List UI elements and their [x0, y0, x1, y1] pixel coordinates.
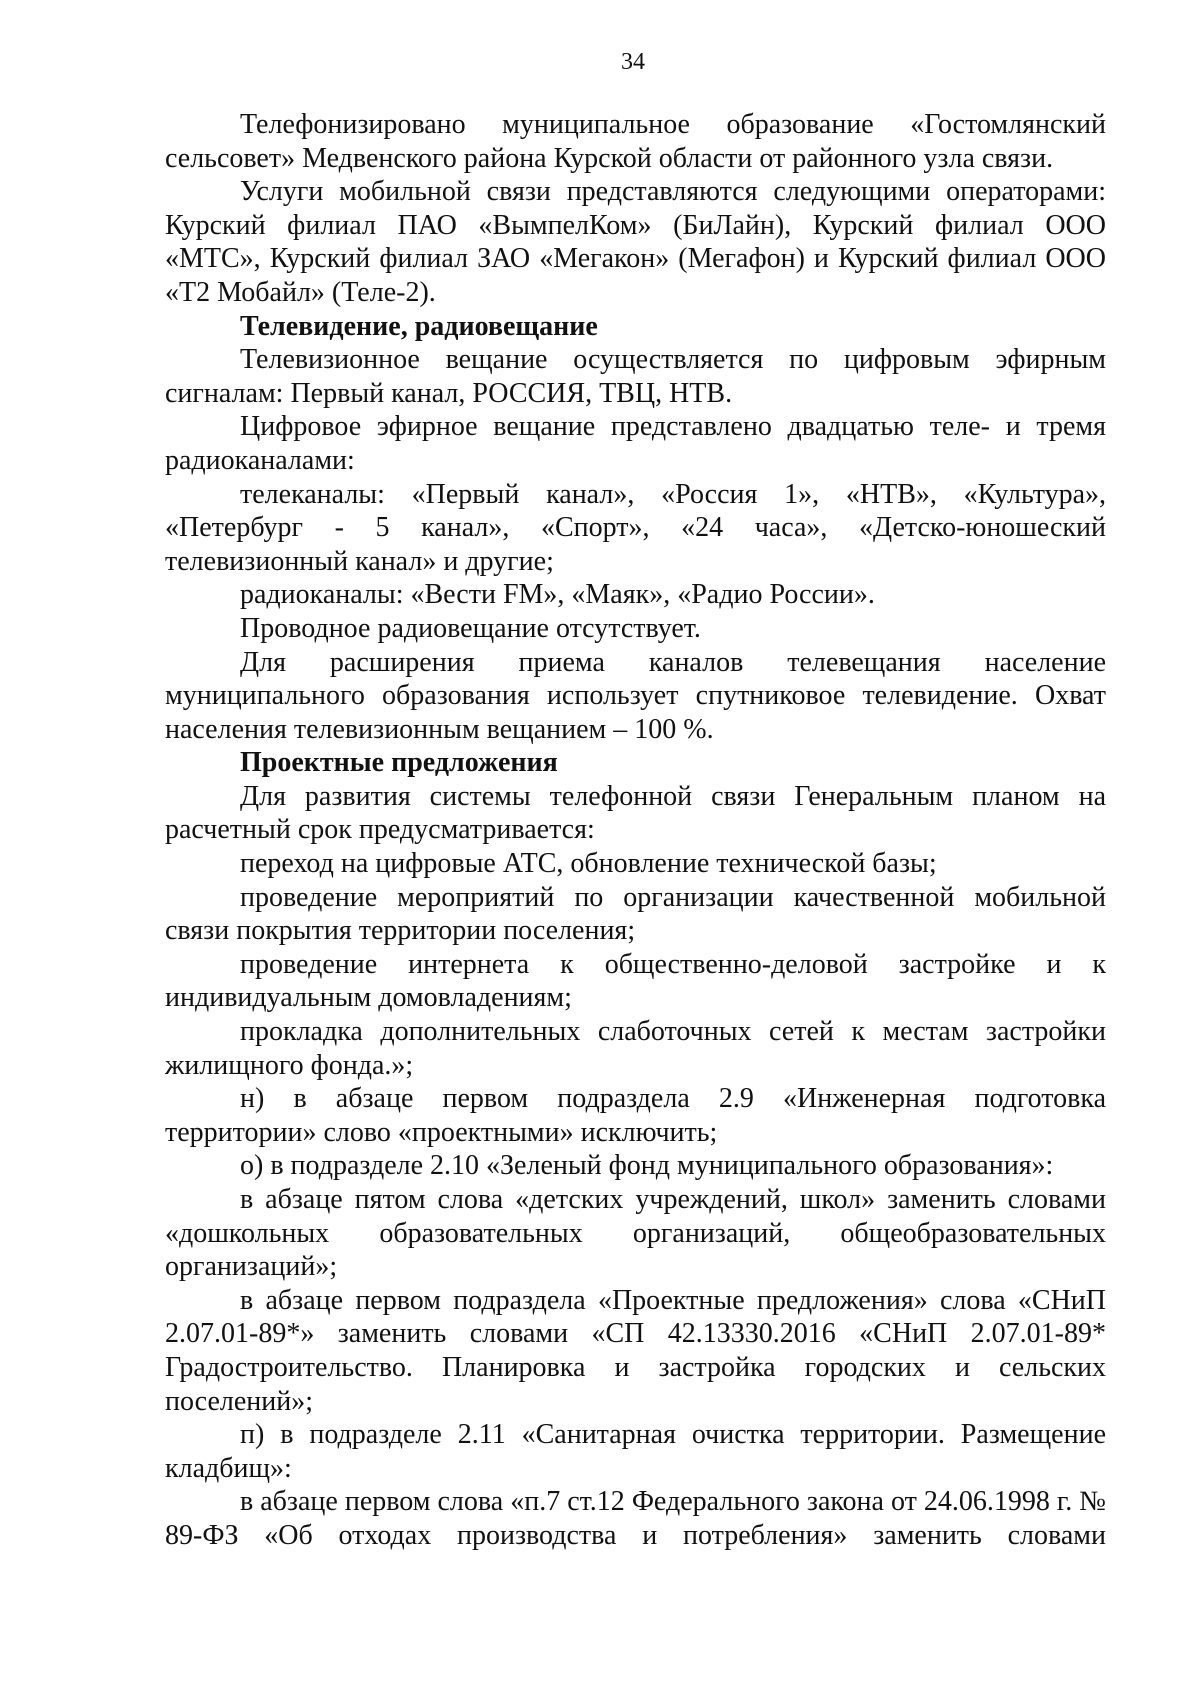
paragraph: Телефонизировано муниципальное образование «Гостомлянский сельсовет» Медвенского района Курской области от районного узла связи. [165, 109, 1106, 174]
amendment-item: п) в подразделе 2.11 «Санитарная очистка территории. Размещение кладбищ»: [165, 1419, 1106, 1484]
amendment-item: о) в подразделе 2.10 «Зеленый фонд муниципального образования»: [240, 1150, 1054, 1182]
amendment-item: в абзаце пятом слова «детских учреждений, школ» заменить словами «дошкольных образовательных организаций, общеобразовательных организаций»; [165, 1184, 1106, 1283]
list-item: проведение интернета к общественно-деловой застройке и к индивидуальным домовладениям; [165, 948, 1106, 1014]
paragraph: Для развития системы телефонной связи Генеральным планом на расчетный срок предусматривается: [165, 780, 1106, 846]
amendment-item: в абзаце первом подраздела «Проектные предложения» слова «СНиП 2.07.01-89*» заменить словами «СП 42.13330.2016 «СНиП 2.07.01-89* Градостроительство. Планировка и застройка городских и сельских поселений»; [165, 1284, 1106, 1417]
amendment-item: н) в абзаце первом подраздела 2.9 «Инженерная подготовка территории» слово «проектными» исключить; [165, 1083, 1106, 1148]
page-number: 34 [621, 49, 645, 75]
list-item: переход на цифровые АТС, обновление технической базы; [240, 848, 937, 880]
paragraph: Для расширения приема каналов телевещания население муниципального образования использует спутниковое телевидение. Охват населения телевизионным вещанием – 100 %. [165, 646, 1106, 745]
document-body [165, 108, 1106, 1553]
paragraph: радиоканалы: «Вести FM», «Маяк», «Радио России». [240, 579, 875, 611]
amendment-item: в абзаце первом слова «п.7 ст.12 Федерального закона от 24.06.1998 г. № 89-ФЗ «Об отходах производства и потребления» заменить словами [165, 1486, 1106, 1551]
list-item: прокладка дополнительных слаботочных сетей к местам застройки жилищного фонда.»; [165, 1016, 1106, 1081]
paragraph: телеканалы: «Первый канал», «Россия 1», «НТВ», «Культура», «Петербург - 5 канал», «Спорт», «24 часа», «Детско-юношеский телевизионный канал» и другие; [165, 478, 1106, 577]
paragraph: Телевизионное вещание осуществляется по цифровым эфирным сигналам: Первый канал, РОССИЯ, ТВЦ, НТВ. [165, 344, 1106, 409]
paragraph: Услуги мобильной связи представляются следующими операторами: Курский филиал ПАО «ВымпелКом» (БиЛайн), Курский филиал ООО «МТС», Курский филиал ЗАО «Мегакон» (Мегафон) и Курский филиал ООО «Т2 Мобайл» (Теле-2). [165, 176, 1106, 308]
list-item: проведение мероприятий по организации качественной мобильной связи покрытия территории поселения; [165, 881, 1106, 947]
paragraph: Проводное радиовещание отсутствует. [240, 612, 701, 644]
section-heading: Проектные предложения [240, 747, 558, 779]
section-heading: Телевидение, радиовещание [240, 310, 598, 342]
paragraph: Цифровое эфирное вещание представлено двадцатью теле- и тремя радиоканалами: [165, 411, 1106, 476]
